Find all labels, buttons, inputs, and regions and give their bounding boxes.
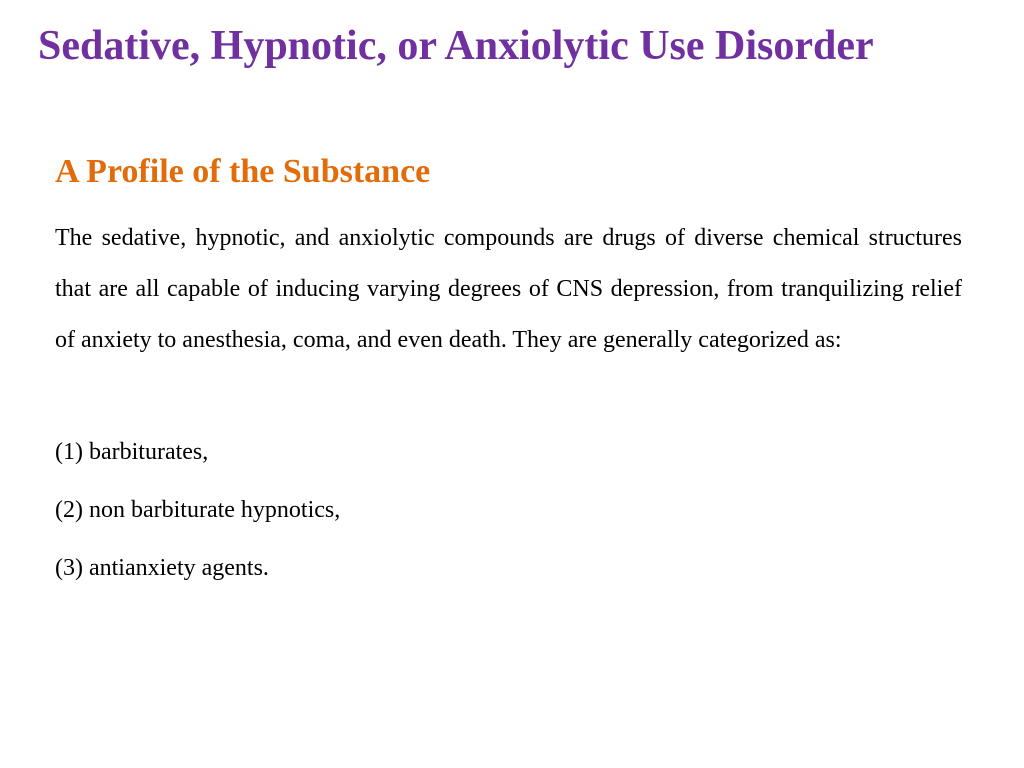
list-item: (1) barbiturates, [55,439,209,465]
slide-title: Sedative, Hypnotic, or Anxiolytic Use Disorder [38,23,874,69]
section-heading: A Profile of the Substance [55,153,431,190]
body-paragraph: The sedative, hypnotic, and anxiolytic compounds are drugs of diverse chemical structures that are all capable of inducing varying degrees of CNS depression, from tranquilizing relief of anxiety to anesthesia, coma, and even death. They are generally categorized as: [55,225,962,353]
category-list [55,430,340,604]
list-item: (3) antianxiety agents. [55,555,269,581]
list-item: (2) non barbiturate hypnotics, [55,497,341,523]
